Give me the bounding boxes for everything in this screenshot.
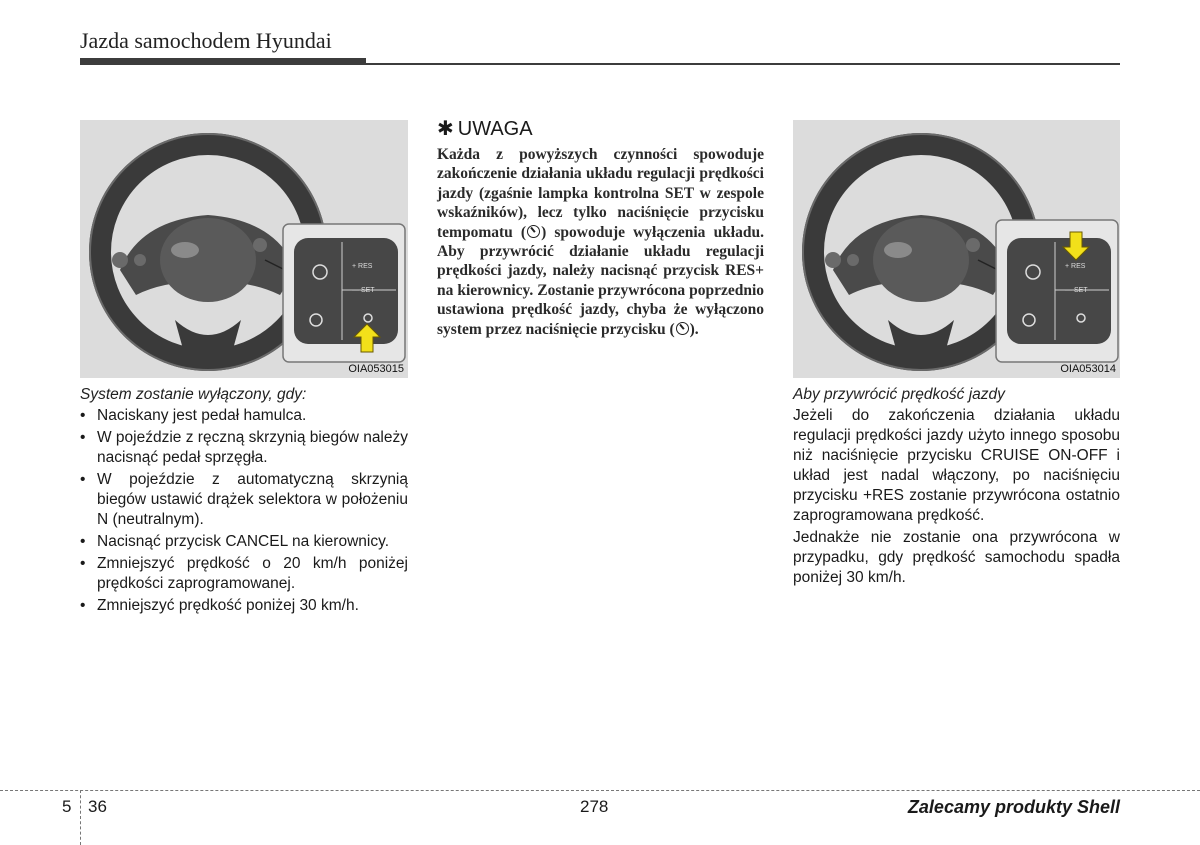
steering-wheel-figure-cancel: [80, 120, 408, 378]
left-caption: System zostanie wyłączony, gdy:: [80, 386, 307, 403]
page-header-title: Jazda samochodem Hyundai: [80, 28, 332, 53]
res-label: + RES: [1065, 263, 1086, 270]
chapter-page-number: 36: [88, 797, 107, 816]
footer-rule: [0, 790, 1200, 791]
paragraph: Jednakże nie zostanie ona przywrócona w przypadku, gdy prędkość samochodu spadła poniżej 30 km/h.: [793, 529, 1120, 586]
note-heading: [437, 116, 533, 141]
list-item: • Zmniejszyć prędkość poniżej 30 km/h.: [80, 596, 408, 616]
figure-code: OIA053015: [348, 363, 404, 375]
header-rule-thin: [366, 63, 1120, 65]
cruise-icon: [527, 225, 540, 238]
resume-speed-text: [793, 406, 1120, 590]
footer-divider: [80, 790, 81, 845]
note-heading-text: UWAGA: [457, 118, 533, 140]
list-item: • Zmniejszyć prędkość o 20 km/h poniżej prędkości zaprogramowanej.: [80, 554, 408, 594]
note-body: [437, 145, 764, 339]
steering-wheel-figure-res: [793, 120, 1120, 378]
steering-wheel-illustration: [793, 120, 1120, 378]
list-item: • W pojeździe z ręczną skrzynią biegów należy nacisnąć pedał sprzęgła.: [80, 428, 408, 468]
note-text-1: Każda z powyższych czynności spowoduje zakończenie działania układu regulacji prędkości jazdy (zgaśnie lampka kontrolna SET w zespole wskaźników), lecz tylko naciśnięcie przycisku tempomatu (: [437, 146, 764, 241]
set-label: — SET: [352, 287, 375, 294]
list-item: • Nacisnąć przycisk CANCEL na kierownicy.: [80, 532, 408, 552]
cruise-icon: [676, 322, 689, 335]
set-label: — SET: [1065, 287, 1088, 294]
footer-brand-text: Zalecamy produkty Shell: [907, 797, 1120, 817]
paragraph: Jeżeli do zakończenia działania układu regulacji prędkości jazdy użyto innego sposobu niż naciśnięcie przycisku CRUISE ON-OFF i układ jest nadal włączony, po naciśnięciu przycisku +RES zostanie przywrócona ostatnio zaprogramowana prędkość.: [793, 407, 1120, 524]
note-text-2: ) spowoduje wyłączenia układu. Aby przywrócić działanie układu regulacji prędkości jazdy, należy nacisnąć przycisk RES+ na kierownicy. Zostanie przywrócona poprzednio ustawiona prędkość jazdy, chyba że wyłączono system przez naciśnięcie przycisku (: [437, 223, 764, 338]
page-number: 278: [580, 797, 609, 816]
steering-wheel-illustration: [80, 120, 408, 378]
chapter-number: 5: [62, 797, 72, 816]
cancel-conditions-list: [80, 406, 408, 618]
header-rule-thick: [80, 58, 366, 65]
list-item: • W pojeździe z automatyczną skrzynią biegów ustawić drążek selektora w położeniu N (neutralnym).: [80, 470, 408, 530]
list-item: • Naciskany jest pedał hamulca.: [80, 406, 408, 426]
note-text-3: ).: [689, 320, 699, 338]
star-icon: ✱: [437, 118, 454, 140]
right-caption: Aby przywrócić prędkość jazdy: [793, 386, 1005, 403]
figure-code: OIA053014: [1060, 363, 1116, 375]
res-label: + RES: [352, 263, 373, 270]
